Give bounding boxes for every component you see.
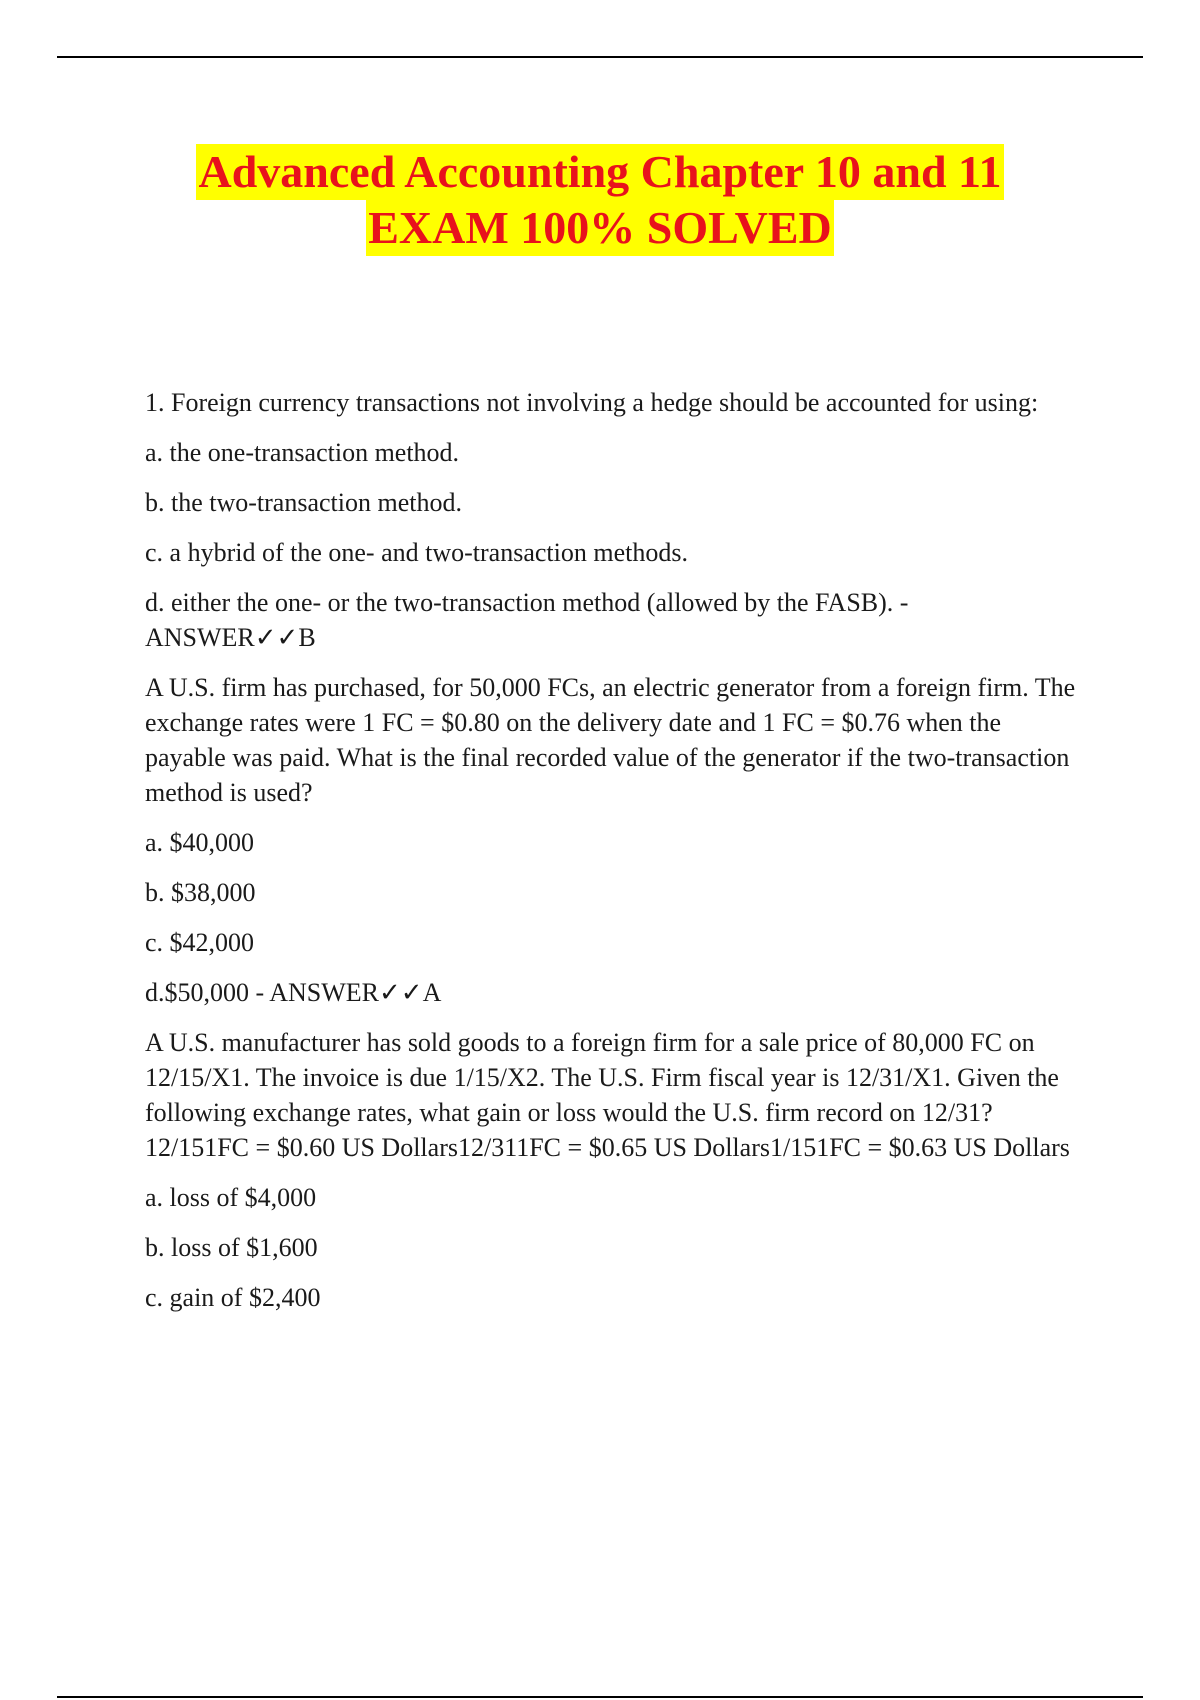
exam-content bbox=[145, 385, 1085, 1330]
answer-option: b. the two-transaction method. bbox=[145, 488, 462, 517]
title-line-1: Advanced Accounting Chapter 10 and 11 bbox=[196, 144, 1003, 200]
answer-option: a. the one-transaction method. bbox=[145, 438, 460, 467]
answer-option: b. loss of $1,600 bbox=[145, 1233, 318, 1262]
answer-key: ANSWER✓✓A bbox=[269, 978, 442, 1007]
bottom-rule bbox=[57, 1696, 1143, 1698]
question-2 bbox=[145, 670, 1085, 1010]
answer-option-last bbox=[145, 975, 1085, 1010]
answer-option: c. gain of $2,400 bbox=[145, 1283, 321, 1312]
question-3 bbox=[145, 1025, 1085, 1315]
answer-option: c. $42,000 bbox=[145, 928, 255, 957]
question-stem: 1. Foreign currency transactions not involving a hedge should be accounted for using: bbox=[145, 388, 1039, 417]
answer-option-text: d.$50,000 - bbox=[145, 978, 265, 1007]
document-title bbox=[0, 144, 1200, 256]
answer-option-last bbox=[145, 585, 1085, 655]
answer-option: b. $38,000 bbox=[145, 878, 256, 907]
answer-option: c. a hybrid of the one- and two-transaction methods. bbox=[145, 538, 688, 567]
answer-key: ANSWER✓✓B bbox=[145, 623, 316, 652]
question-stem: A U.S. firm has purchased, for 50,000 FCs, an electric generator from a foreign firm. The exchange rates were 1 FC = $0.80 on the delivery date and 1 FC = $0.76 when the payable was paid. What is the final recorded value of the generator if the two-transaction method is used? bbox=[145, 673, 1076, 807]
title-line-2: EXAM 100% SOLVED bbox=[366, 200, 833, 256]
answer-option: a. $40,000 bbox=[145, 828, 255, 857]
answer-option: a. loss of $4,000 bbox=[145, 1183, 317, 1212]
answer-option-text: d. either the one- or the two-transaction method (allowed by the FASB). - bbox=[145, 588, 909, 617]
question-stem: A U.S. manufacturer has sold goods to a foreign firm for a sale price of 80,000 FC on 12/15/X1. The invoice is due 1/15/X2. The U.S. Firm fiscal year is 12/31/X1. Given the following exchange rates, what gain or loss would the U.S. firm record on 12/31?12/151FC = $0.60 US Dollars12/311FC = $0.65 US Dollars1/151FC = $0.63 US Dollars bbox=[145, 1028, 1070, 1162]
top-rule bbox=[57, 56, 1143, 58]
question-1 bbox=[145, 385, 1085, 655]
